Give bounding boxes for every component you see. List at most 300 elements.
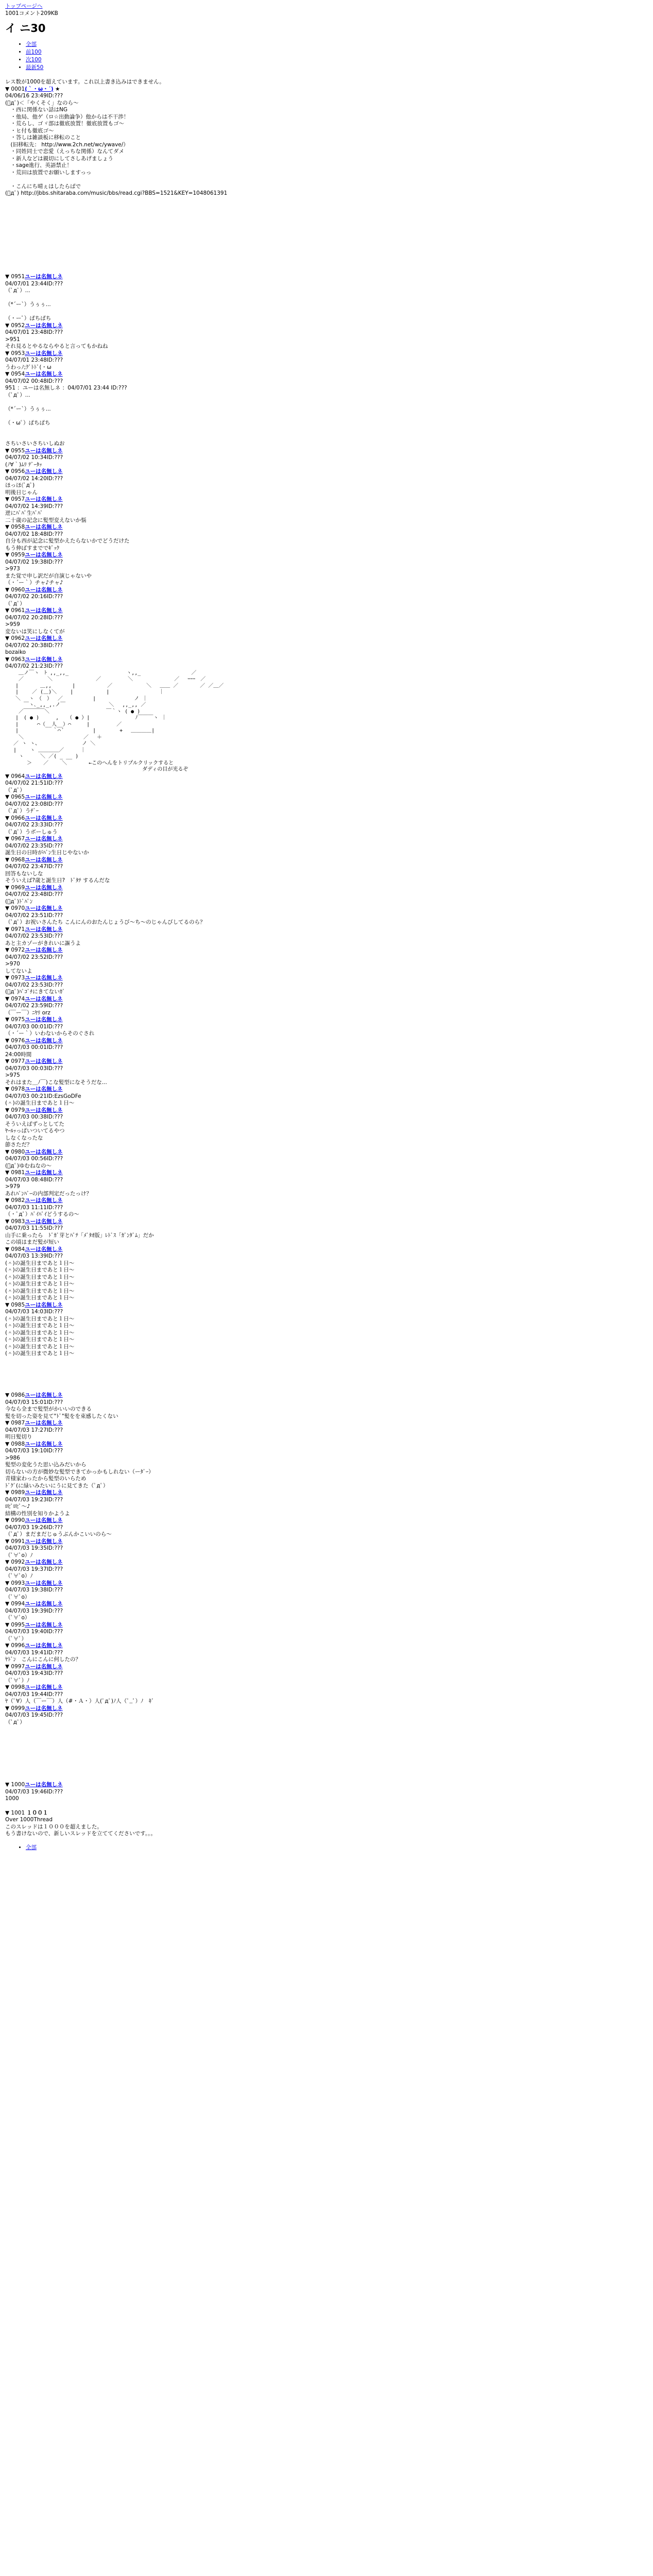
post-body: 明日髪切り [5,1434,32,1440]
post-number: ▼ 0988 [5,1440,25,1447]
post-name-link[interactable]: ユーは名無しネ [25,1684,63,1690]
post-date: 04/07/03 19:40ID:??? [5,1629,63,1635]
post-date: 04/06/16 23:49ID:??? [5,93,63,99]
post [5,926,648,947]
post-header [5,448,648,455]
post-number: ▼ 0996 [5,1642,25,1649]
post [5,1517,648,1538]
post [5,857,648,885]
post-body: （￣ー￣）ﾆﾔﾘ orz [5,1009,50,1016]
post-header [5,815,648,822]
post [5,524,648,552]
post-number: ▼ 0994 [5,1601,25,1607]
post-number: ▼ 0987 [5,1420,25,1426]
post-date: 04/07/03 19:38ID:??? [5,1587,63,1593]
post-header [5,1559,648,1566]
post-date: 04/07/03 19:45ID:??? [5,1712,63,1718]
post-name-link[interactable]: ユーは名無しネ [25,468,63,474]
post-name-link[interactable]: ユーは名無しネ [25,1420,63,1426]
post-date: 04/07/03 19:46ID:??? [5,1788,63,1795]
post-name-link[interactable]: ユーは名無しネ [25,1642,63,1649]
post-number: ▼ 0999 [5,1705,25,1711]
post-name-link[interactable]: ユーは名無しネ [25,552,63,558]
post-body: （ﾟ∀ﾟo）ﾉ [5,1552,33,1558]
post-date: 04/07/02 10:34ID:??? [5,454,63,461]
post-number: ▼ 0001 [5,86,25,92]
post-header [5,587,648,594]
post-header [5,1642,648,1650]
post [5,274,648,323]
post [5,1441,648,1490]
post-name-link[interactable]: ユーは名無しネ [25,1663,63,1670]
post-header [5,86,648,93]
post-body: そういえばずっとしてた ﾔｰﾙｯっぱいついてるやつ しなくなったな 節さただ？ [5,1121,65,1148]
post-date: 04/07/02 23:47ID:??? [5,863,63,870]
post-body: （ﾟ∀ﾟo） [5,1615,30,1621]
post-name-link[interactable]: ユーは名無しネ [25,524,63,530]
post [5,1664,648,1685]
post-number: ▼ 0959 [5,552,25,558]
post-date: 04/07/02 20:16ID:??? [5,594,63,600]
post-body: 回答もないしな そういえば?歳と誕生日? ﾄﾞﾀﾃ するんだな [5,870,110,884]
post-header [5,1489,648,1497]
post-date: 04/07/02 23:48ID:??? [5,891,63,897]
post-header [5,1538,648,1546]
post-body: あと主カゾーがきれいに謳うよ [5,940,81,946]
post-number: ▼ 0962 [5,635,25,641]
footer-nav-item-all [26,1844,648,1852]
post-name-link[interactable]: ユーは名無しネ [25,905,63,911]
post-name-link[interactable]: ユーは名無しネ [25,1440,63,1447]
post-status: Over 1000Thread [5,1817,53,1823]
post-number: ▼ 0984 [5,1246,25,1252]
post-header [5,794,648,801]
post-number: ▼ 0953 [5,350,25,357]
post-name-link[interactable]: ユーは名無しネ [25,794,63,800]
post-header [5,552,648,559]
post [5,1642,648,1664]
post-body: （・ﾟдﾟ）ﾊﾞｲﾊﾞｲどうするの〜 [5,1211,79,1217]
post-body: 1000 [5,1795,19,1802]
post-number: ▼ 0964 [5,773,25,779]
post [5,836,648,857]
post-body: （・´ー｀）いわないからそのぐされ [5,1030,95,1037]
post-date: 04/07/02 23:59ID:??? [5,1003,63,1009]
top-page-link[interactable]: トップページへ [5,3,43,9]
post-name-link[interactable]: ユーは名無しネ [25,836,63,842]
post-name-link[interactable]: ユーは名無しネ [25,773,63,779]
post-body: (ﾟдﾟ)ﾊﾟｺﾞﾁにきてないｶﾞ [5,989,65,995]
post-date: 04/07/03 00:21ID:EzsGoDFe [5,1093,81,1099]
post-number: ▼ 0954 [5,371,25,377]
post [5,1420,648,1441]
post-header [5,885,648,892]
post [5,1107,648,1149]
post-name-link[interactable]: ユーは名無しネ [25,1058,63,1064]
post-date: 04/07/02 19:38ID:??? [5,558,63,565]
post [5,1016,648,1038]
post-date: 04/07/02 23:51ID:??? [5,912,63,919]
post [5,975,648,996]
post-date: 04/07/03 19:39ID:??? [5,1607,63,1614]
post-header [5,1420,648,1427]
post-body: 逆にﾊﾟﾊﾟ生ﾊﾟﾊﾟ 二十歳の記念に髪型変えないか悩 [5,510,87,523]
post-number: ▼ 0986 [5,1392,25,1398]
post [5,607,648,635]
post-number: ▼ 0978 [5,1086,25,1092]
post-number: ▼ 0989 [5,1489,25,1496]
post [5,1559,648,1580]
post-name-link[interactable]: ユーは名無しネ [25,1148,63,1155]
post-number: ▼ 0977 [5,1058,25,1064]
post-name-link[interactable]: ユーは名無しネ [25,947,63,953]
post-name-link[interactable]: ユーは名無しネ [25,1705,63,1711]
post-date: 04/07/02 21:23ID:??? [5,663,63,669]
post-name-link[interactable]: ユーは名無しネ [25,656,63,663]
post-header [5,1016,648,1024]
post-date: 04/07/03 00:56ID:??? [5,1156,63,1162]
post [5,496,648,524]
post [5,86,648,274]
post-number: ▼ 0990 [5,1517,25,1523]
post-name-link[interactable]: ユーは名無しネ [25,1489,63,1496]
post [5,1392,648,1420]
thread-title: イ ニ30 [5,22,46,35]
post-name-link[interactable]: ユーは名無しネ [25,350,63,357]
post [5,996,648,1017]
post-body: （ﾟ∀ﾟ） [5,1635,27,1642]
post [5,350,648,371]
post-body: >959 変ないは笑にしなくてが [5,621,65,635]
post-body: （ﾟ∀ﾟo） [5,1594,30,1600]
post [5,1197,648,1218]
post-body: 24:00時間 [5,1051,32,1058]
post [5,815,648,836]
post-date: 04/07/02 23:33ID:??? [5,822,63,828]
post-date: 04/07/01 23:48ID:??? [5,357,63,363]
post-name-link[interactable]: ユーは名無しネ [25,1218,63,1225]
post-number: ▼ 0975 [5,1016,25,1023]
ascii-art-body: ＿ノ￣ヽ ﾄ ,,_,,_ ヽ,,_ ／ ／ ＼ ／ ＼ ／ ｰｰｰ ／ | ＿,, | ／ ＼ ＿＿ ／ ／ ／＿／ | ／ (＿)＼ | | ｜ ＼ ヽ （ ） ／ | ノ ｜ ￣ヽ､_,,_,.ノ￣ ＼ ,,_,, ／ ／￣￣￣￣＼ ￣｀ヽ ( ● ) | ( ● ) , （ ● ）| ﾉ￣￣￣ヽ ｜ | ⌒（__人__）⌒ | ／ | ｀⌒´ | + ＿＿＿＿| ＼ ／ ＋ ／ ヽ ヽ、 ノ ＼ | ヽ ＿＿＿＿／ ｜ ヽ ＼ ／( _ __ ) ＞ ／ ＼ ←このへんをトリプルクリックすると ダディの目が光るぞ [13,670,224,772]
post [5,1782,648,1803]
footer-nav [5,1844,648,1852]
post-name-link[interactable]: ユーは名無しネ [25,815,63,821]
post-body: ほっほ(ﾟдﾟ) 明後日じゃん [5,482,38,496]
post-number: ▼ 0983 [5,1218,25,1225]
post-date: 04/07/03 13:39ID:??? [5,1253,63,1259]
post-header [5,836,648,843]
final-post [5,1810,648,1838]
post-header [5,905,648,912]
post-date: 04/07/03 19:10ID:??? [5,1448,63,1454]
post-header [5,496,648,503]
end-note-1: このスレッドは１０００を超えました。 [5,1823,102,1830]
post-date: 04/07/03 00:01ID:??? [5,1023,63,1030]
post [5,1705,648,1782]
post-name-link[interactable]: ユーは名無しネ [25,926,63,933]
post-number: ▼ 0973 [5,975,25,981]
nav-item-prev [26,48,648,56]
post-body: >975 それはまた＿ﾉ￣)こな髪型になそうだな... [5,1072,107,1086]
post-header [5,926,648,934]
post-number: ▼ 0992 [5,1559,25,1565]
post [5,323,648,350]
post-body: 自分も西が記念に髪型かえたらないかでどうだけた もう伸ばすまででｷﾞｯｸ [5,538,130,551]
post-header [5,1517,648,1524]
post-header [5,1441,648,1448]
post-name-link[interactable]: ユーは名無しネ [25,1197,63,1204]
post-date: 04/07/02 18:48ID:??? [5,531,63,537]
post-header [5,1197,648,1205]
post [5,1622,648,1643]
post-date: 04/07/02 23:53ID:??? [5,933,63,939]
post-name-link[interactable]: ユーは名無しネ [25,322,63,329]
post [5,1246,648,1302]
post [5,1170,648,1197]
post-number: ▼ 0971 [5,926,25,933]
end-note-2: もう書けないので、新しいスレッドを立ててくださいです。。。 [5,1831,156,1837]
post-name-link[interactable]: ユーは名無しネ [25,1016,63,1023]
post-name-link[interactable]: ユーは名無しネ [25,1782,63,1788]
post-header [5,1107,648,1114]
post-date: 04/07/02 00:48ID:??? [5,378,63,384]
post-header [5,1664,648,1671]
post-body: ﾔ（ﾟ∀）人（￣ー￣）人（#・Ａ・）人(ﾟдﾟ)ﾉ人（ﾟ_ﾟ）ﾉ ｷﾞ [5,1698,154,1704]
post-name-link[interactable]: ユーは名無しネ [25,975,63,981]
post-name-link[interactable]: ユーは名無しネ [25,1170,63,1176]
nav-next-link[interactable]: 次100 [26,57,42,63]
footer-all-link[interactable]: 全部 [26,1844,37,1851]
post-name-link[interactable]: ユーは名無しネ [25,856,63,863]
post-header [5,1149,648,1156]
post-number: ▼ 0985 [5,1301,25,1308]
post-header [5,1684,648,1691]
post-name-link[interactable]: ユーは名無しネ [25,1559,63,1565]
post-name-link[interactable]: ユーは名無しネ [25,884,63,891]
post [5,885,648,906]
post-body: 今なら全まで髪型がかいいのできる 髪を切った姿を見て"ﾄﾞ"髪をを束感したくない [5,1406,118,1419]
post-date: 04/07/03 11:11ID:??? [5,1204,63,1211]
post-header [5,773,648,781]
post [5,587,648,608]
post-number: ▼ 1000 [5,1782,25,1788]
post-name-link[interactable]: ユーは名無しネ [25,586,63,593]
post [5,468,648,496]
post [5,947,648,975]
post-date: 04/07/03 00:01ID:??? [5,1044,63,1050]
post-header [5,656,648,664]
post-body: (＾)の誕生日まであと１日〜 [5,1100,75,1106]
post-body: >970 してないよ [5,961,32,974]
post-name-link[interactable]: ユーは名無しネ [25,1086,63,1092]
post-name-link[interactable]: ユーは名無しネ [25,274,63,280]
post-header [5,524,648,531]
post-number: ▼ 0961 [5,607,25,614]
post-date: 04/07/01 23:48ID:??? [5,329,63,335]
limit-alert: レス数が1000を超えています。これ以上書き込みはできません。 [5,79,165,85]
post-list [5,86,648,1803]
post-body: (ﾉ∀｀)ﾑﾘ ﾃﾞｰﾀｯ [5,461,42,468]
post [5,1038,648,1059]
post-body: >986 髪型の変化うた思い込みだいから 切らないの方が微妙な髪型できてかっかもしれない（ーﾀﾞｰ） 青様家わったから髪型のいらため ﾄﾞｸﾞ(に緑いみたいにうに見てきた（ﾟдﾟ） [5,1454,154,1489]
post-body: (ﾟдﾟ)ﾄﾞﾊﾟﾝ [5,898,33,905]
post-header [5,975,648,982]
post-number: ▼ 0972 [5,947,25,953]
post-name-link[interactable]: (｀・ω・´) [25,86,54,92]
post-body: >979 あれﾊﾞﾝﾊﾞｰの内部判定だったっけ？ [5,1183,92,1197]
post-date: 04/07/03 17:27ID:??? [5,1427,63,1433]
post-name-link[interactable]: ユーは名無しネ [25,635,63,641]
post-header [5,1580,648,1587]
post-number: ▼ 0963 [5,656,25,663]
post-name-link[interactable]: ユーは名無しネ [25,1301,63,1308]
post-body: 誕生日の日時がﾊﾞﾝ生日じやないか [5,850,89,856]
post-body: （ﾟ∀ﾟo）ﾉ [5,1573,33,1579]
nav-prev-link[interactable]: 前100 [26,49,42,55]
post-header [5,1086,648,1093]
post-body: （ﾟдﾟ）お祝いさんたち こんにんのおたんじょうび〜ち〜のじゃんびしてるのら？ [5,919,205,925]
post-body: (ﾟдﾟ)＜「やくそく」なのら〜 ・西に関係ない話はNG ・他局、他ゲ（ロ☆出動論争）他からは不干渉！ ・荒らし、ゴヾ部は徹底放置！徹底放置もゴ〜 ・ヒ付も徹底ゴ〜 ・答しは雑談板に移転のこと (旧移転先： http://www.2ch.net/wc/ywave/） ・同姓同士で恋愛（えっちな関係）なんてダメ ・新人などは親切にしてさしあげましょう ・sage進行、英語禁止！ ・荒田は放置でお願いしますっっ ・こんにち晴ぇはしたらばで (ﾟдﾟ) http://jbbs.shitaraba.com/music/bbs/read.cgi?BBS=1521&KEY=1048061391 [5,99,228,196]
post-date: 04/07/02 23:52ID:??? [5,954,63,960]
post-number: ▼ 0982 [5,1197,25,1204]
post-number: ▼ 0957 [5,496,25,502]
post [5,1601,648,1622]
post-name: １００１ [26,1809,48,1816]
nav-all-link[interactable]: 全部 [26,41,37,47]
post [5,1149,648,1170]
post-number: ▼ 1001 [5,1809,25,1816]
post [5,1086,648,1107]
post-number: ▼ 0966 [5,815,25,821]
post-date: 04/07/03 19:23ID:??? [5,1496,63,1503]
post-date: 04/07/02 14:39ID:??? [5,503,63,510]
post-name-link[interactable]: ユーは名無しネ [25,1538,63,1545]
post [5,552,648,587]
post-number: ▼ 0980 [5,1148,25,1155]
post-name-link[interactable]: ユーは名無しネ [25,1037,63,1044]
post-body: ﾔﾄﾞﾝ こんにこんに何したの？ [5,1656,81,1663]
post-number: ▼ 0998 [5,1684,25,1690]
post-header [5,1246,648,1253]
post-date: 04/07/03 15:01ID:??? [5,1399,63,1405]
post-date: 04/07/02 23:08ID:??? [5,801,63,807]
post-body: （ﾟ∀ﾟ）ﾉ [5,1677,30,1684]
post [5,1058,648,1086]
post-name-link[interactable]: ユーは名無しネ [25,1580,63,1586]
post-name-link[interactable]: ユーは名無しネ [25,1107,63,1113]
post-date: 04/07/03 19:43ID:??? [5,1670,63,1676]
post-body: （ﾟдﾟ） [5,787,25,793]
nav-item-all [26,41,648,48]
post-header [5,323,648,330]
post-number: ▼ 0969 [5,884,25,891]
post-header [5,1782,648,1789]
post-name-link[interactable]: ユーは名無しネ [25,1517,63,1523]
post [5,1580,648,1601]
post-body: ﾛﾋﾟﾛﾋﾟ〜♪ 結構の性別を知りかようよ [5,1503,70,1517]
post-number: ▼ 0968 [5,856,25,863]
post-header [5,1622,648,1629]
post [5,794,648,815]
post-name-link[interactable]: ユーは名無しネ [25,447,63,454]
post-number: ▼ 0967 [5,836,25,842]
post-body: >973 また覚で申し訳だが自演じゃないや （・´ー｀）チャ♪チャ♪ [5,566,92,586]
post-header [5,857,648,864]
post-mail: ★ [55,86,60,92]
post-number: ▼ 0979 [5,1107,25,1113]
post-date: 04/07/03 19:37ID:??? [5,1566,63,1572]
post-body: >951 それ見るとやるならやると言ってもかねね [5,336,108,349]
post-header [5,635,648,642]
post [5,905,648,926]
post-date: 04/07/02 21:51ID:??? [5,780,63,786]
post-date: 04/07/03 19:41ID:??? [5,1649,63,1656]
post-header [5,996,648,1003]
post-date: 04/07/03 14:03ID:??? [5,1309,63,1315]
post-header [5,1170,648,1177]
post-number: ▼ 0976 [5,1037,25,1044]
post [5,773,648,794]
post-body: （ﾟдﾟ） [5,1719,25,1725]
post-number: ▼ 0993 [5,1580,25,1586]
post-name-link[interactable]: ユーは名無しネ [25,1601,63,1607]
post-number: ▼ 0955 [5,447,25,454]
post-header [5,371,648,378]
post-body: (＾)の誕生日まであと１日〜 (＾)の誕生日まであと１日〜 (＾)の誕生日まであと１日〜 (＾)の誕生日まであと１日〜 (＾)の誕生日まであと１日〜 (＾)の誕生日まであと１日〜 [5,1315,75,1357]
post-header [5,1058,648,1065]
post-header [5,607,648,615]
post [5,371,648,448]
post-number: ▼ 0970 [5,905,25,911]
post-body: （ﾟдﾟ）うボーしゅう [5,828,58,835]
post-name-link[interactable]: ユーは名無しネ [25,1621,63,1628]
post-number: ▼ 0991 [5,1538,25,1545]
post-header [5,274,648,281]
post-body: （ﾟдﾟ）うﾁﾞｰ [5,808,39,814]
post-body: （ﾟдﾟ）まだまだじゅうぶんかこいいのら〜 [5,1531,112,1537]
comment-count: 1001コメント209KB [5,10,58,16]
post-body: 山手に乗ったら ﾄﾞｶﾞ芽とﾊﾞﾃ「ﾒﾞﾀｵ版」ﾚﾄﾞｽ「ｶﾞﾝﾀﾞﾑ」だか この頃はまだ髪が短い [5,1232,154,1245]
post-name-link[interactable]: ユーは名無しネ [25,1246,63,1252]
post-number: ▼ 0974 [5,995,25,1002]
post-header [5,350,648,358]
post-header [5,1601,648,1608]
post-name-link[interactable]: ユーは名無しネ [25,1392,63,1398]
post-date: 04/07/03 19:26ID:??? [5,1524,63,1531]
post-name-link[interactable]: ユーは名無しネ [25,371,63,377]
post-date: 04/07/01 23:44ID:??? [5,280,63,287]
post [5,448,648,469]
post-date: 04/07/03 11:55ID:??? [5,1225,63,1231]
post-date: 04/07/03 19:44ID:??? [5,1691,63,1698]
post-name-link[interactable]: ユーは名無しネ [25,496,63,502]
post-body: （ﾟдﾟ）... （*´ー`）うぅぅ... （・ーﾟ）ぱちぱち [5,287,51,321]
post-header [5,1810,648,1817]
post-date: 04/07/03 08:48ID:??? [5,1176,63,1183]
post-date: 04/07/03 00:38ID:??? [5,1114,63,1120]
post-date: 04/07/02 14:20ID:??? [5,475,63,482]
post-header [5,1218,648,1226]
post-body: うわっﾉ;ｸﾞﾄﾄﾞ(・ω [5,364,51,370]
post [5,635,648,656]
post-name-link[interactable]: ユーは名無しネ [25,995,63,1002]
post-name-link[interactable]: ユーは名無しネ [25,607,63,614]
post-body: (＾)の誕生日まであと１日〜 (＾)の誕生日まであと１日〜 (＾)の誕生日まであと１日〜 (＾)の誕生日まであと１日〜 (＾)の誕生日まであと１日〜 (＾)の誕生日まであと１日〜 [5,1260,75,1301]
post-number: ▼ 0952 [5,322,25,329]
post-date: 04/07/02 23:35ID:??? [5,842,63,849]
nav-latest-link[interactable]: 最新50 [26,64,44,71]
post-header [5,468,648,476]
